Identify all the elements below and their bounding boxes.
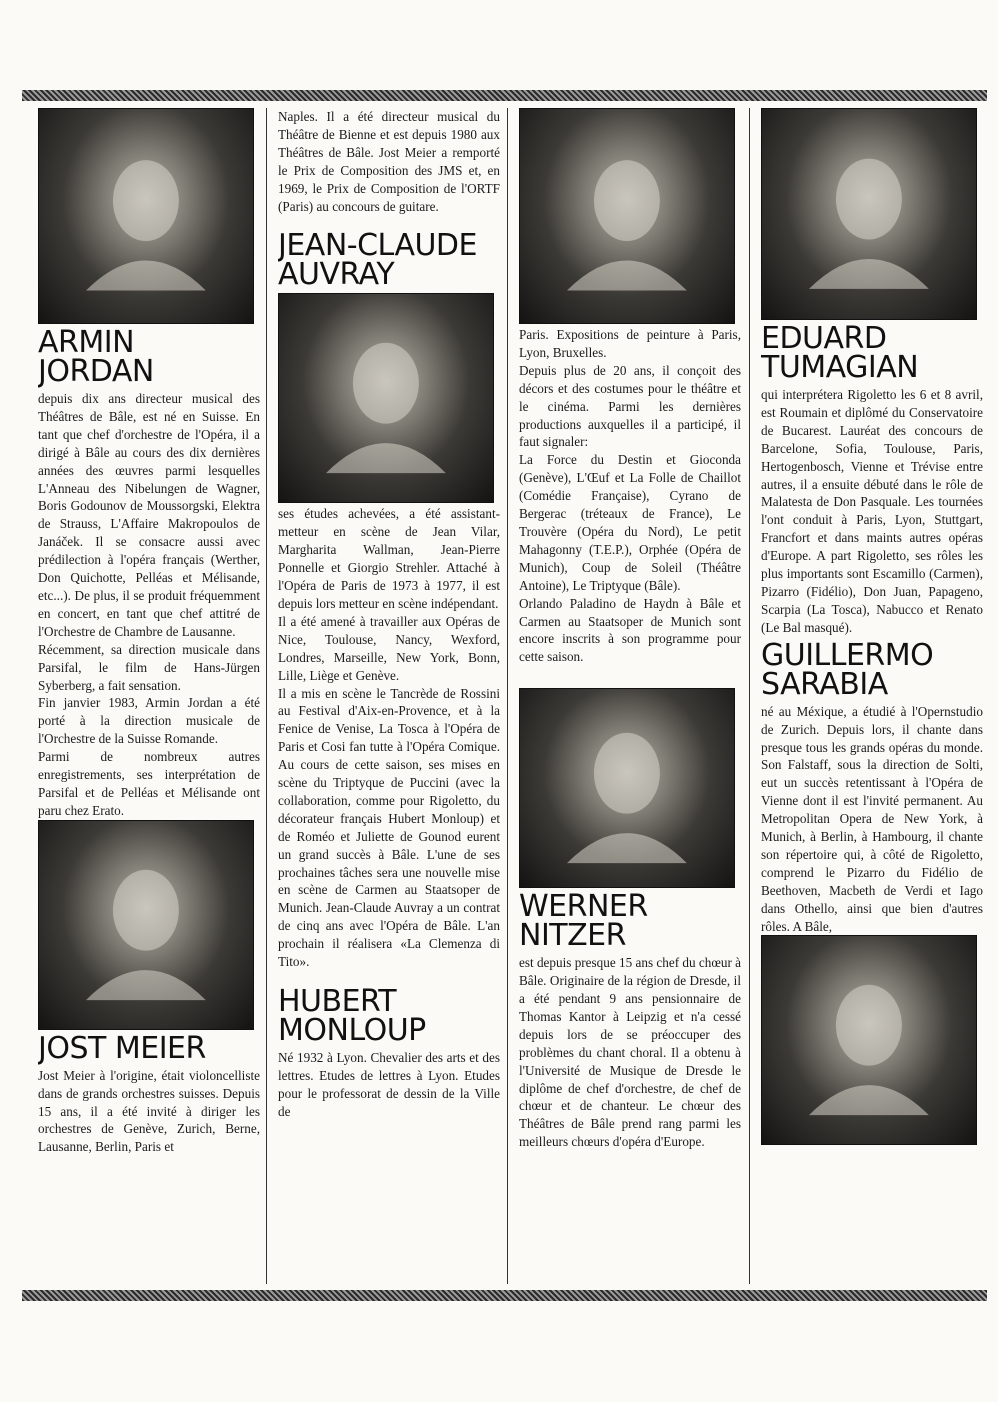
top-border-rule — [22, 90, 987, 101]
portrait-guillermo-sarabia — [761, 935, 977, 1145]
portrait-silhouette-icon — [552, 130, 702, 301]
bio-paragraph: Il a mis en scène le Tancrède de Rossini au Festival d'Aix-en-Provence, et à la Fenice de Venise, La Tosca à l'Opéra de Paris et Cosi fan tutte à l'Opéra Comique. Au cours de cette saison, ses mises en scène du Triptyque de Puccini (avec la collaboration, comme pour Rigoletto, du décorateur français Hubert Monloup) et de Roméo et Juliette de Gounod eurent un grand succès à Bâle. L'une de ses prochaines tâches sera une nouvelle mise en scène de Carmen au Staatsoper de Munich. Jean-Claude Auvray a un contrat de cinq ans avec l'Opéra de Bâle. L'an prochain il réalisera «La Clemenza di Tito». — [278, 685, 500, 970]
portrait-silhouette-icon — [71, 842, 221, 1008]
bio-paragraph: est depuis presque 15 ans chef du chœur à Bâle. Originaire de la région de Dresde, il a été pendant 9 ans pensionnaire de Thomas Kantor à Leipzig et n'a cessé depuis lors de se préoccuper des problèmes du chant choral. Il a obtenu à l'Université de Musique de Dresde le diplôme de chef d'orchestre, de chef de chœur et de chanteur. Le chœur des Théâtres de Bâle prend rang parmi les meilleurs chœurs d'opéra d'Europe. — [519, 955, 741, 1150]
person-name-heading — [38, 325, 260, 389]
person-name-line: SARABIA — [761, 666, 888, 702]
person-name-line: TUMAGIAN — [761, 350, 919, 385]
person-name-line: ARMIN — [38, 325, 135, 360]
person-name-heading — [519, 889, 741, 954]
column-divider-2 — [507, 108, 508, 1284]
bio-paragraph: Jost Meier à l'origine, était violoncelliste dans de grands orchestres suisses. Depuis 15 ans, il a été invité à diriger les orchestres de Genève, Zurich, Berne, Lausanne, Berlin, Paris et — [38, 1067, 260, 1155]
person-name-line: HUBERT — [278, 984, 397, 1019]
person-name-line: AUVRAY — [278, 257, 395, 293]
person-name-heading — [761, 637, 983, 702]
portrait-silhouette-icon — [71, 130, 221, 301]
person-name-line: WERNER — [519, 889, 648, 925]
column-3 — [519, 108, 741, 1284]
bio-paragraph: Orlando Paladino de Haydn à Bâle et Carmen au Staatsoper de Munich sont encore inscrits à son programme pour cette saison. — [519, 595, 741, 665]
portrait-silhouette-icon — [794, 130, 944, 298]
column-divider-3 — [749, 108, 750, 1284]
bio-paragraph: Fin janvier 1983, Armin Jordan a été porté à la direction musicale de l'Orchestre de la Suisse Romande. — [38, 695, 260, 747]
spacer — [278, 215, 500, 227]
person-name-heading — [278, 984, 500, 1048]
person-name-line: MONLOUP — [278, 1013, 426, 1048]
bio-paragraph: Depuis plus de 20 ans, il conçoit des décors et des costumes pour le théâtre et le cinéma. Parmi les dernières productions auxquelles il a participé, il faut signaler: — [519, 362, 741, 450]
column-1 — [38, 108, 260, 1284]
person-name-line: JOST MEIER — [38, 1030, 206, 1066]
portrait-armin-jordan — [38, 108, 254, 324]
portrait-werner-nitzer — [519, 688, 735, 888]
person-name-line: NITZER — [519, 918, 626, 954]
spacer — [519, 666, 741, 688]
column-divider-1 — [266, 108, 267, 1284]
bio-paragraph: qui interprétera Rigoletto les 6 et 8 avril, est Roumain et diplômé du Conservatoire de Bucarest. Lauréat des concours de Barcelone, Sofia, Toulouse, Paris, Hertogenbosch, Vienne et Trévise entre autres, il a ensuite débuté dans le rôle de Malatesta de Don Pasquale. Les tournées l'ont conduit à Paris, Lyon, Stuttgart, Francfort et dans maints autres opéras d'Europe. A part Rigoletto, ses rôles les plus importants sont Escamillo (Carmen), Pizarro (Fidélio), Don Juan, Papageno, Scarpia (La Tosca), Nabucco et Renato (Le Bal masqué). — [761, 387, 983, 635]
person-name-heading — [38, 1030, 260, 1066]
person-name-line: GUILLERMO — [761, 637, 934, 673]
portrait-jost-meier — [38, 820, 254, 1030]
bio-paragraph: depuis dix ans directeur musical des Théâtres de Bâle, est né en Suisse. En tant que chef d'orchestre de l'Opéra, il a dirigé à Bâle au cours des dix dernières années des œuvres parmi lesquelles L'Anneau des Nibelungen de Wagner, Boris Godounov de Moussorgski, Elektra de Strauss, L'Affaire Makropoulos de Janáček. Il se consacre aussi avec prédilection à l'opéra français (Werther, Don Quichotte, Pelléas et Mélisande, etc...). De plus, il se produit fréquemment en concert, en tant que chef attitré de l'Orchestre de Chambre de Lausanne. — [38, 391, 260, 639]
portrait-silhouette-icon — [311, 315, 461, 481]
person-name-line: JEAN-CLAUDE — [278, 228, 477, 264]
spacer — [278, 971, 500, 983]
portrait-jean-claude-auvray — [278, 293, 494, 503]
portrait-silhouette-icon — [552, 709, 702, 867]
bio-paragraph: Paris. Expositions de peinture à Paris, Lyon, Bruxelles. — [519, 327, 741, 360]
person-name-line: JORDAN — [38, 354, 154, 389]
person-name-line: EDUARD — [761, 321, 887, 356]
portrait-silhouette-icon — [794, 957, 944, 1123]
bio-paragraph: Récemment, sa direction musicale dans Parsifal, le film de Hans-Jürgen Syberberg, a fait sensation. — [38, 641, 260, 693]
bio-paragraph: Parmi de nombreux autres enregistrements, ses interprétation de Parsifal et de Pelléas et Mélisande ont paru chez Erato. — [38, 749, 260, 818]
bio-paragraph: La Force du Destin et Gioconda (Genève), L'Œuf et La Folle de Chaillot (Comédie Française), Cyrano de Bergerac (tréteaux de France), Le Trouvère (Opéra du Nord), Le petit Mahagonny (T.E.P.), Orphée (Opéra de Munich), Coup de Soleil (Théâtre Antoine), Le Triptyque (Bâle). — [519, 452, 741, 593]
bio-paragraph: Né 1932 à Lyon. Chevalier des arts et des lettres. Etudes de lettres à Lyon. Etudes pour le professorat de dessin de la Ville de — [278, 1050, 500, 1119]
column-4 — [761, 108, 983, 1284]
portrait-eduard-tumagian — [761, 108, 977, 320]
bio-paragraph: ses études achevées, a été assistant-metteur en scène de Jean Vilar, Margharita Wallman, Jean-Pierre Ponnelle et Giorgio Strehler. Attaché à l'Opéra de Paris de 1973 à 1977, il est depuis lors metteur en scène indépendant. — [278, 506, 500, 611]
bio-paragraph: Il a été amené à travailler aux Opéras de Nice, Toulouse, Nancy, Wexford, Londres, Marseille, New York, Bonn, Lille, Liège et Genève. — [278, 613, 500, 683]
column-2 — [278, 108, 500, 1284]
portrait-hubert-monloup — [519, 108, 735, 324]
bottom-border-rule — [22, 1290, 987, 1301]
person-name-heading — [278, 228, 500, 293]
bio-paragraph: Naples. Il a été directeur musical du Théâtre de Bienne et est depuis 1980 aux Théâtres de Bâle. Jost Meier a remporté le Prix de Composition des JMS et, en 1969, le Prix de Composition de l'ORTF (Paris) au concours de guitare. — [278, 109, 500, 214]
person-name-heading — [761, 321, 983, 385]
bio-paragraph: né au Méxique, a étudié à l'Opernstudio de Zurich. Depuis lors, il chante dans presque tous les grands opéras du monde. Son Falstaff, sous la direction de Solti, eut un succès retentissant à l'Opéra de Vienne dont il est l'invité permanent. Au Metropolitan Opera de New York, à Munich, à Berlin, à Hambourg, il chante son répertoire qui, à côté de Rigoletto, comprend le Pizarro du Fidélio de Beethoven, Macbeth de Verdi et Iago dans Othello, ainsi que bien d'autres rôles. A Bâle, — [761, 703, 983, 934]
